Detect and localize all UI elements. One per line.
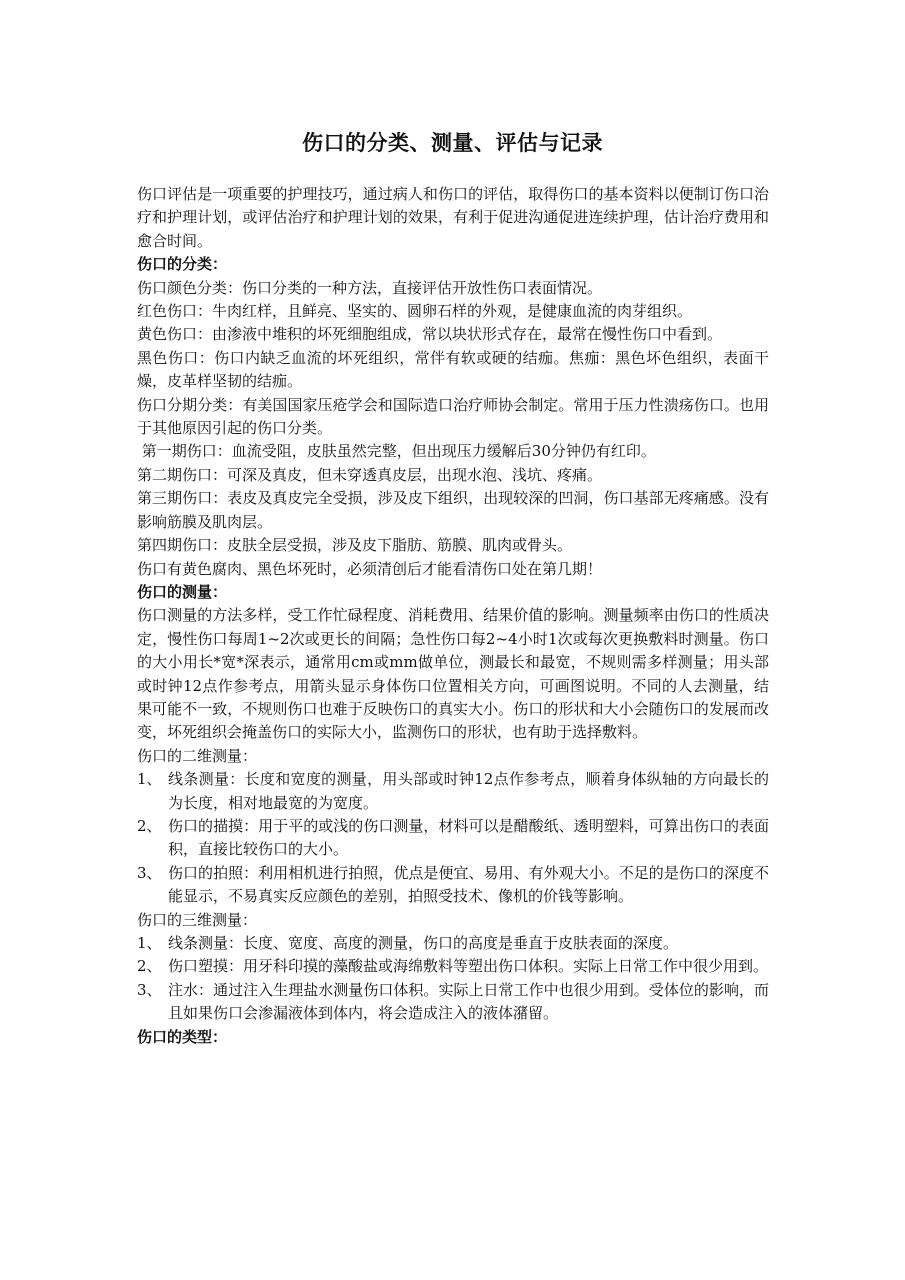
black-wound-paragraph: 黑色伤口：伤口内缺乏血流的坏死组织，常伴有软或硬的结痂。焦痂：黑色坏色组织，表面干燥，皮革样坚韧的结痂。: [137, 348, 769, 391]
list-number: 3、: [137, 980, 162, 999]
measurement-paragraph: 伤口测量的方法多样，受工作忙碌程度、消耗费用、结果价值的影响。测量频率由伤口的性质决定，慢性伤口每周1~2次或更长的间隔；急性伤口每2~4小时1次或每次更换敷料时测量。伤口的大小用长*宽*深表示，通常用cm或mm做单位，测最长和最宽，不规则需多样测量；用头部或时钟12点作参考点，用箭头显示身体伤口位置相关方向，可画图说明。不同的人去测量，结果可能不一致，不规则伤口也难于反映伤口的真实大小。伤口的形状和大小会随伤口的发展而改变，坏死组织会掩盖伤口的实际大小，监测伤口的形状，也有助于选择敷料。: [137, 606, 769, 742]
intro-paragraph: 伤口评估是一项重要的护理技巧，通过病人和伤口的评估，取得伤口的基本资料以便制订伤口治疗和护理计划，或评估治疗和护理计划的效果，有利于促进沟通促进连续护理，估计治疗费用和愈合时间。: [137, 185, 769, 250]
stage-classification-paragraph: 伤口分期分类：有美国国家压疮学会和国际造口治疗师协会制定。常用于压力性溃疡伤口。也用于其他原因引起的伤口分类。: [137, 395, 769, 438]
list-item: [137, 955, 769, 978]
document-body: [137, 183, 769, 1049]
list-text: 线条测量：长度、宽度、高度的测量，伤口的高度是垂直于皮肤表面的深度。: [168, 934, 679, 952]
list-number: 1、: [137, 770, 162, 789]
section-heading-types: 伤口的类型：: [137, 1027, 228, 1046]
document-title: 伤口的分类、测量、评估与记录: [302, 130, 603, 155]
list-text: 伤口的拍照：利用相机进行拍照，优点是便宜、易用、有外观大小。不足的是伤口的深度不能显示，不易真实反应颜色的差别，拍照受技术、像机的价钱等影响。: [168, 863, 769, 906]
list-item: [137, 979, 769, 1026]
stage2-paragraph: 第二期伤口：可深及真皮，但未穿透真皮层，出现水泡、浅坑、疼痛。: [137, 465, 603, 484]
list-number: 2、: [137, 957, 162, 976]
stage1-paragraph: 第一期伤口：血流受阻，皮肤虽然完整，但出现压力缓解后30分钟仍有红印。: [137, 442, 656, 461]
list-item: [137, 768, 769, 815]
list-number: 2、: [137, 816, 162, 835]
two-d-measurement-heading: 伤口的二维测量：: [137, 746, 258, 765]
stage3-paragraph: 第三期伤口：表皮及真皮完全受损，涉及皮下组织，出现较深的凹洞，伤口基部无疼痛感。没有影响筋膜及肌肉层。: [137, 489, 769, 531]
list-number: 1、: [137, 934, 162, 952]
section-heading-classification: 伤口的分类：: [137, 255, 228, 274]
list-text: 注水：通过注入生理盐水测量伤口体积。实际上日常工作中也很少用到。受体位的影响，而且如果伤口会渗漏液体到体内，将会造成注入的液体潴留。: [168, 980, 769, 1023]
stage4-paragraph: 第四期伤口：皮肤全层受损，涉及皮下脂肪、筋膜、肌肉或骨头。: [137, 536, 573, 555]
section-heading-measurement: 伤口的测量：: [137, 582, 228, 601]
list-text: 伤口的描摸：用于平的或浅的伤口测量，材料可以是醋酸纸、透明塑料，可算出伤口的表面积，直接比较伤口的大小。: [168, 816, 769, 859]
yellow-wound-paragraph: 黄色伤口：由渗液中堆积的坏死细胞组成，常以块状形式存在，最常在慢性伤口中看到。: [137, 325, 723, 344]
three-d-measurement-heading: 伤口的三维测量：: [137, 910, 258, 929]
list-item: [137, 862, 769, 909]
list-text: 伤口塑摸：用牙科印摸的藻酸盐或海绵敷料等塑出伤口体积。实际上日常工作中很少用到。: [168, 957, 769, 976]
list-item: [137, 815, 769, 862]
red-wound-paragraph: 红色伤口：牛肉红样，且鲜亮、坚实的、圆卵石样的外观，是健康血流的肉芽组织。: [137, 302, 693, 321]
list-number: 3、: [137, 863, 162, 882]
debridement-note: 伤口有黄色腐肉、黑色坏死时，必须清创后才能看清伤口处在第几期！: [137, 559, 603, 578]
color-classification-paragraph: 伤口颜色分类：伤口分类的一种方法，直接评估开放性伤口表面情况。: [137, 278, 603, 297]
list-item: [137, 932, 769, 955]
list-text: 线条测量：长度和宽度的测量，用头部或时钟12点作参考点，顺着身体纵轴的方向最长的为长度，相对地最宽的为宽度。: [168, 770, 769, 812]
